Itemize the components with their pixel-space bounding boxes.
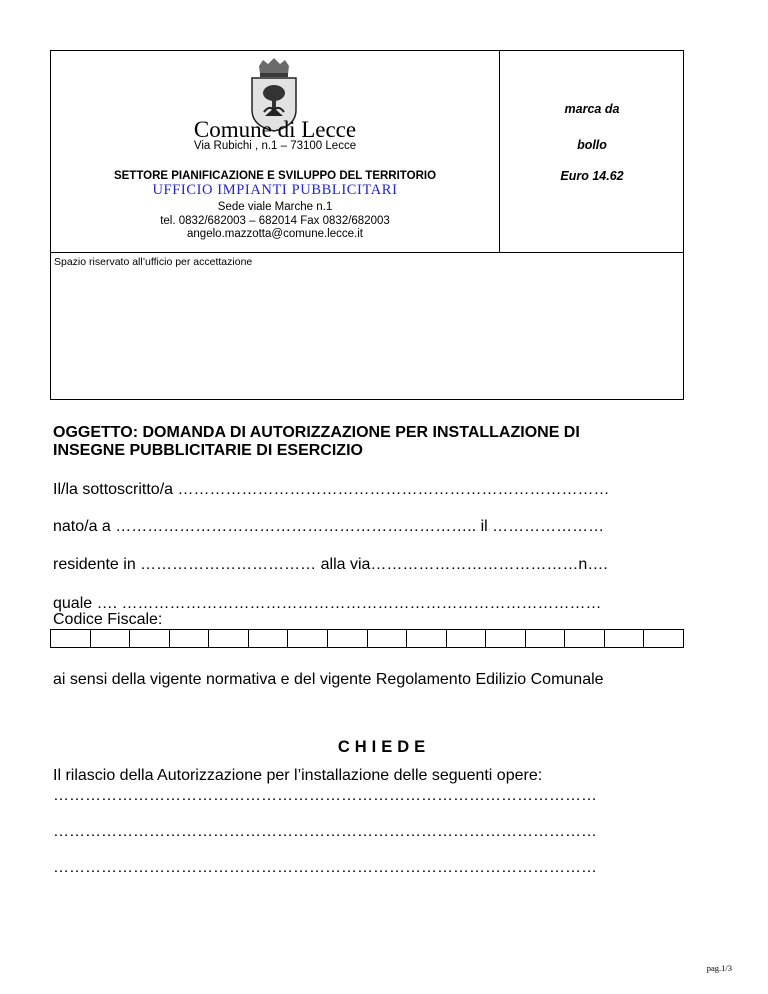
oggetto-heading: [53, 424, 693, 460]
comune-title: Comune di Lecce: [193, 117, 357, 142]
stamp-label-line2: bollo: [577, 138, 607, 152]
residente-field[interactable]: residente in …………………………… alla via…………………………………n….: [53, 556, 608, 573]
header-box: [50, 50, 684, 400]
codice-fiscale-cell[interactable]: [447, 630, 487, 647]
codice-fiscale-cell[interactable]: [526, 630, 566, 647]
codice-fiscale-cell[interactable]: [565, 630, 605, 647]
codice-fiscale-cell[interactable]: [605, 630, 645, 647]
sede-address: Sede viale Marche n.1: [217, 201, 333, 213]
stamp-label-line1: marca da: [564, 102, 620, 116]
header-divider-horizontal: [51, 252, 683, 253]
header-divider-vertical: [499, 51, 500, 253]
ufficio-title: UFFICIO IMPIANTI PUBBLICITARI: [152, 182, 398, 198]
sottoscritto-field[interactable]: Il/la sottoscritto/a ………………………………………………………………………: [53, 481, 610, 498]
oggetto-line1: OGGETTO: DOMANDA DI AUTORIZZAZIONE PER INSTALLAZIONE DI: [53, 424, 580, 441]
office-space-label: Spazio riservato all’ufficio per accettazione: [54, 256, 253, 268]
codice-fiscale-cell[interactable]: [130, 630, 170, 647]
normativa-text: ai sensi della vigente normativa e del vigente Regolamento Edilizio Comunale: [53, 671, 604, 688]
codice-fiscale-cell[interactable]: [209, 630, 249, 647]
opere-line-3[interactable]: …………………………………………………………………………………………: [53, 859, 597, 876]
page-number: pag.1/3: [706, 963, 732, 973]
codice-fiscale-cell[interactable]: [249, 630, 289, 647]
quale-field[interactable]: quale …. ………………………………………………………………………………: [53, 595, 602, 612]
sede-email: angelo.mazzotta@comune.lecce.it: [187, 228, 363, 240]
sede-info: [51, 201, 499, 242]
chiede-heading: CHIEDE: [337, 738, 431, 756]
codice-fiscale-grid[interactable]: [50, 629, 684, 648]
codice-fiscale-cell[interactable]: [51, 630, 91, 647]
nato-field[interactable]: nato/a a ………………………………………………………….. il …………………: [53, 518, 605, 535]
rilascio-text: Il rilascio della Autorizzazione per l’installazione delle seguenti opere:: [53, 767, 543, 784]
comune-address: Via Rubichi , n.1 – 73100 Lecce: [193, 140, 357, 152]
opere-line-1[interactable]: …………………………………………………………………………………………: [53, 787, 597, 804]
codice-fiscale-cell[interactable]: [170, 630, 210, 647]
settore-title: SETTORE PIANIFICAZIONE E SVILUPPO DEL TERRITORIO: [113, 170, 437, 182]
codice-fiscale-cell[interactable]: [328, 630, 368, 647]
codice-fiscale-label: Codice Fiscale:: [53, 611, 163, 628]
codice-fiscale-cell[interactable]: [486, 630, 526, 647]
stamp-amount: Euro 14.62: [560, 169, 624, 183]
codice-fiscale-cell[interactable]: [91, 630, 131, 647]
sede-contacts: tel. 0832/682003 – 682014 Fax 0832/682003: [160, 214, 390, 227]
opere-line-2[interactable]: …………………………………………………………………………………………: [53, 823, 597, 840]
oggetto-line2: INSEGNE PUBBLICITARIE DI ESERCIZIO: [53, 442, 363, 459]
codice-fiscale-cell[interactable]: [407, 630, 447, 647]
codice-fiscale-cell[interactable]: [368, 630, 408, 647]
codice-fiscale-cell[interactable]: [644, 630, 683, 647]
codice-fiscale-cell[interactable]: [288, 630, 328, 647]
